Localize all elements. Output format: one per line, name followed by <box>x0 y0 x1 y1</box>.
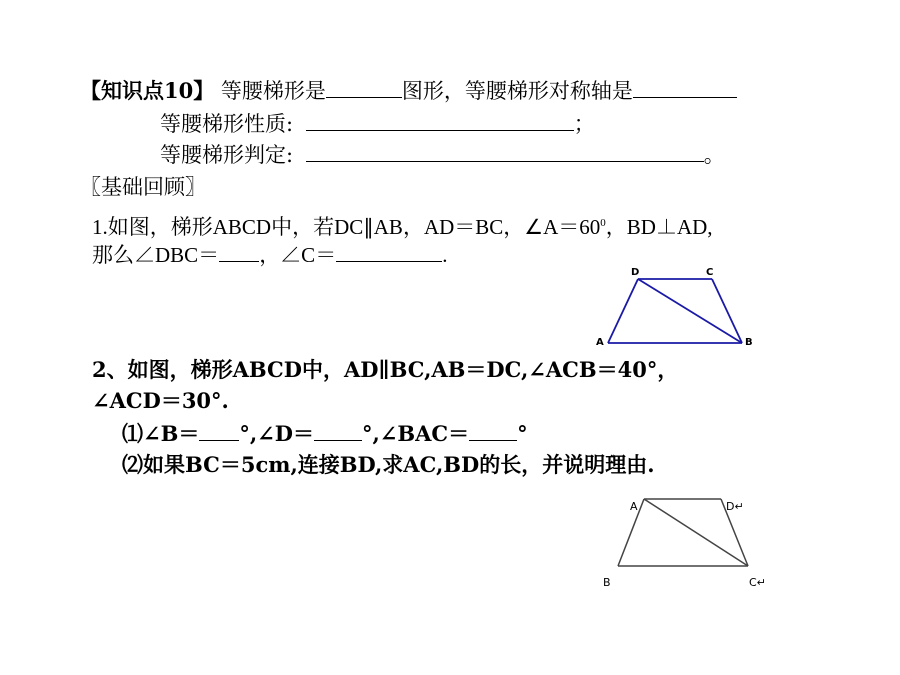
q1-text-1a: 1.如图，梯形ABCD中，若DC∥AB，AD＝BC，∠A＝60 <box>92 215 601 239</box>
q1-line-1 <box>92 210 713 240</box>
blank-angle-c[interactable] <box>336 243 442 262</box>
q2-line-2: ∠ACD＝30°. <box>92 388 229 413</box>
q1-text-1b: ，BD⊥AD, <box>605 215 713 239</box>
criteria-label: 等腰梯形判定: <box>160 143 294 167</box>
knowledge-text-1b: 图形，等腰梯形对称轴是 <box>401 79 633 103</box>
fig1-side-ad <box>608 279 638 343</box>
review-heading: 〖基础回顾〗 <box>80 175 206 199</box>
knowledge-heading: 【知识点10】 <box>80 78 215 103</box>
q1-text-2-end: . <box>442 243 448 267</box>
fig1-label-d: D <box>631 267 640 278</box>
q2-p1-c: °,∠BAC＝ <box>361 421 470 446</box>
fig2-label-c: C↵ <box>749 576 766 589</box>
blank-angle-bac[interactable] <box>469 422 517 441</box>
q2-part-2: ⑵如果BC＝5cm,连接BD,求AC,BD的长，并说明理由. <box>122 452 655 477</box>
fig2-label-d: D↵ <box>726 500 744 513</box>
properties-label: 等腰梯形性质: <box>160 112 294 136</box>
fig2-side-dc <box>721 499 748 566</box>
blank-axis[interactable] <box>633 79 737 98</box>
fig1-diagonal-bd <box>638 279 742 343</box>
q2-line-1: 2、如图，梯形ABCD中，AD∥BC,AB＝DC,∠ACB＝40°， <box>92 357 679 382</box>
q1-line-2 <box>92 242 447 268</box>
knowledge-text-1a: 等腰梯形是 <box>214 79 326 103</box>
criteria-end: 。 <box>703 143 725 167</box>
knowledge-line-2 <box>160 111 595 137</box>
fig1-label-a: A <box>596 337 604 348</box>
q1-text-2a: 那么∠DBC＝ <box>92 243 220 267</box>
q2-part-1 <box>122 421 528 447</box>
blank-angle-b[interactable] <box>199 422 239 441</box>
fig2-side-ab <box>618 499 644 566</box>
q2-p1-d: ° <box>517 421 528 446</box>
q2-p1-b: °,∠D＝ <box>239 421 314 446</box>
q1-text-2b: ，∠C＝ <box>259 243 337 267</box>
blank-shape-type[interactable] <box>326 79 402 98</box>
blank-properties[interactable] <box>306 112 574 131</box>
blank-angle-d[interactable] <box>314 422 362 441</box>
knowledge-line-3 <box>160 142 725 168</box>
blank-dbc[interactable] <box>219 243 259 262</box>
fig2-label-b: B <box>603 576 611 589</box>
properties-end: ； <box>573 112 595 136</box>
fig1-label-c: C <box>706 267 714 278</box>
fig2-label-a: A <box>630 500 638 513</box>
blank-criteria[interactable] <box>306 143 704 162</box>
fig2-diagonal-ac <box>644 499 748 566</box>
fig1-label-b: B <box>745 337 753 348</box>
fig1-side-bc <box>712 279 742 343</box>
q1-degree-sup: 0 <box>600 217 606 229</box>
q2-p1-a: ⑴∠B＝ <box>122 421 200 446</box>
knowledge-line-1 <box>80 78 737 104</box>
